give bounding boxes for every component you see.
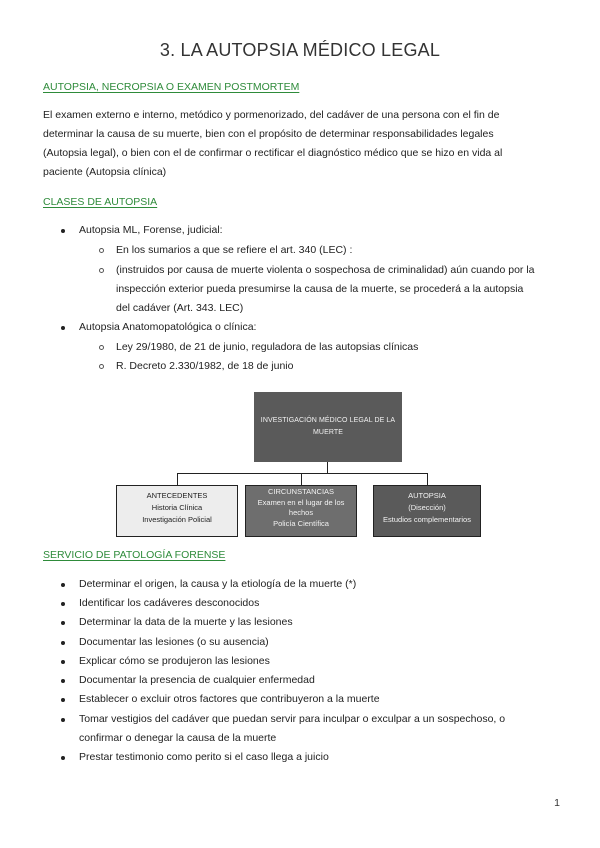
- paragraph-line: (Autopsia legal), o bien con el de confirmar o rectificar el diagnóstico médico que se hizo en vida al: [43, 147, 503, 159]
- bullet-icon: [61, 583, 65, 587]
- box-line: (Disección): [408, 503, 446, 512]
- list-item-text: Tomar vestigios del cadáver que puedan servir para inculpar o exculpar a un sospechoso, o: [79, 713, 506, 725]
- box-title: AUTOPSIA: [408, 491, 446, 500]
- diagram-box-antecedentes: [116, 485, 238, 537]
- bullet-icon: [61, 679, 65, 683]
- diagram-main-label: INVESTIGACIÓN MÉDICO LEGAL DE LA MUERTE: [260, 417, 396, 436]
- bullet-icon: [61, 602, 65, 606]
- sub-bullet-icon: [99, 345, 104, 350]
- list-item-text: Autopsia Anatomopatológica o clínica:: [79, 321, 257, 333]
- sub-bullet-icon: [99, 268, 104, 273]
- section-heading-clases: CLASES DE AUTOPSIA: [43, 196, 158, 208]
- list-item-text: Prestar testimonio como perito si el caso llega a juicio: [79, 751, 329, 763]
- list-item-text: Documentar las lesiones (o su ausencia): [79, 636, 269, 648]
- list-item-text: inspección exterior pueda presumirse la causa de la muerte, se procederá a la autopsia: [116, 283, 524, 295]
- connector-line: [177, 473, 428, 474]
- definition-paragraph: [43, 106, 568, 182]
- box-line: hechos: [288, 508, 314, 517]
- list-item-text: Documentar la presencia de cualquier enfermedad: [79, 674, 315, 686]
- diagram-main-box: [254, 392, 402, 462]
- box-line: Investigación Policial: [142, 515, 212, 524]
- bullet-icon: [61, 660, 65, 664]
- list-item-text: Determinar la data de la muerte y las lesiones: [79, 616, 293, 628]
- list-item-text: Determinar el origen, la causa y la etiología de la muerte (*): [79, 578, 357, 590]
- list-item-text: Identificar los cadáveres desconocidos: [79, 597, 260, 609]
- paragraph-line: El examen externo e interno, metódico y pormenorizado, del cadáver de una persona con el fin de: [43, 109, 500, 121]
- box-line: Policía Científica: [273, 519, 329, 528]
- list-item-text: R. Decreto 2.330/1982, de 18 de junio: [116, 360, 294, 372]
- box-line: Historia Clínica: [151, 503, 203, 512]
- page-number: 1: [554, 797, 560, 809]
- list-item-text: Establecer o excluir otros factores que contribuyeron a la muerte: [79, 693, 380, 705]
- sub-bullet-icon: [99, 248, 104, 253]
- section-heading-servicio: SERVICIO DE PATOLOGÍA FORENSE: [43, 549, 226, 561]
- box-line: Estudios complementarios: [383, 515, 471, 524]
- sub-bullet-icon: [99, 364, 104, 369]
- box-title: CIRCUNSTANCIAS: [267, 487, 335, 496]
- connector-line: [327, 462, 328, 473]
- box-title: ANTECEDENTES: [146, 491, 208, 500]
- page-title: 3. LA AUTOPSIA MÉDICO LEGAL: [159, 40, 441, 60]
- bullet-icon: [61, 641, 65, 645]
- box-line: Examen en el lugar de los: [257, 498, 345, 507]
- bullet-icon: [61, 229, 65, 233]
- bullet-icon: [61, 621, 65, 625]
- list-item-text: Autopsia ML, Forense, judicial:: [79, 224, 223, 236]
- connector-line: [177, 473, 178, 485]
- diagram-box-autopsia: [373, 485, 481, 537]
- list-item-text: confirmar o denegar la causa de la muerte: [79, 732, 277, 744]
- paragraph-line: determinar la causa de su muerte, bien con el propósito de determinar responsabilidades legales: [43, 128, 494, 140]
- connector-line: [301, 473, 302, 485]
- bullet-icon: [61, 326, 65, 330]
- diagram-box-circunstancias: [245, 485, 357, 537]
- paragraph-line: paciente (Autopsia clínica): [43, 166, 167, 178]
- bullet-icon: [61, 698, 65, 702]
- list-item-text: Ley 29/1980, de 21 de junio, reguladora de las autopsias clínicas: [116, 341, 419, 353]
- bullet-icon: [61, 718, 65, 722]
- list-item-text: Explicar cómo se produjeron las lesiones: [79, 655, 270, 667]
- bullet-icon: [61, 756, 65, 760]
- list-item-text: En los sumarios a que se refiere el art. 340 (LEC) :: [116, 244, 353, 256]
- list-item-text: del cadáver (Art. 343. LEC): [116, 302, 244, 314]
- connector-line: [427, 473, 428, 485]
- list-item-text: (instruidos por causa de muerte violenta o sospechosa de criminalidad) aún cuando por la: [116, 264, 535, 276]
- section-heading-autopsia: AUTOPSIA, NECROPSIA O EXAMEN POSTMORTEM: [43, 81, 300, 93]
